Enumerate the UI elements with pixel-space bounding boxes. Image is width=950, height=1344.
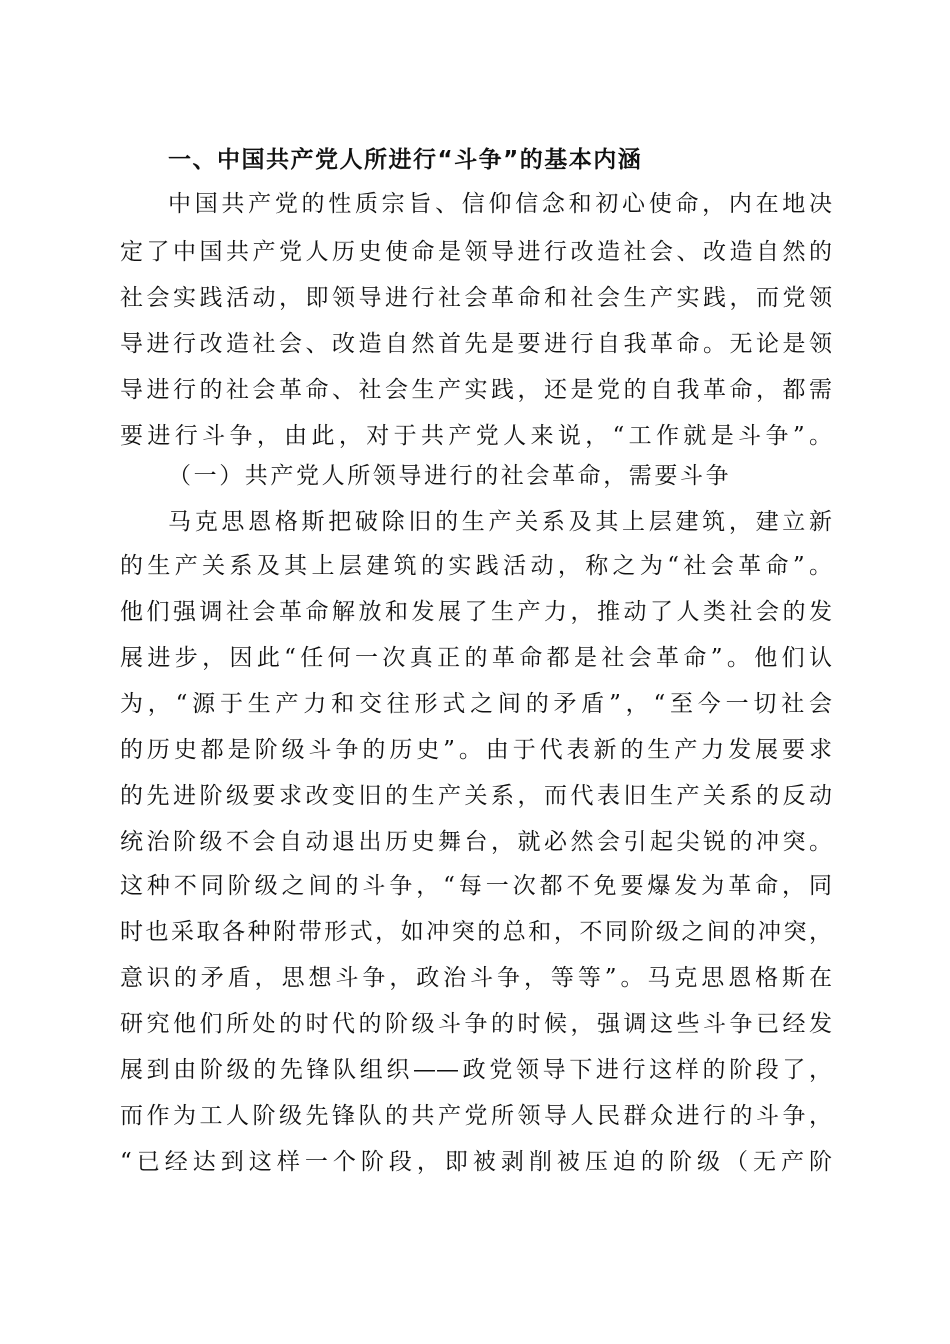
- paragraph-line: 展进步，因此“任何一次真正的革命都是社会革命”。他们认: [120, 645, 832, 671]
- paragraph-line: 统治阶级不会自动退出历史舞台，就必然会引起尖锐的冲突。: [120, 829, 832, 855]
- paragraph-line: 研究他们所处的时代的阶级斗争的时候，强调这些斗争已经发: [120, 1011, 832, 1037]
- section-heading: 一、中国共产党人所进行“斗争”的基本内涵: [168, 147, 643, 173]
- paragraph-line: 导进行改造社会、改造自然首先是要进行自我革命。无论是领: [120, 331, 832, 357]
- paragraph-line: 导进行的社会革命、社会生产实践，还是党的自我革命，都需: [120, 377, 832, 403]
- paragraph-line: 马克思恩格斯把破除旧的生产关系及其上层建筑，建立新: [168, 509, 832, 535]
- paragraph-line: 为，“源于生产力和交往形式之间的矛盾”，“至今一切社会: [120, 691, 832, 717]
- paragraph-line: 定了中国共产党人历史使命是领导进行改造社会、改造自然的: [120, 239, 832, 265]
- paragraph-line: 意识的矛盾，思想斗争，政治斗争，等等”。马克思恩格斯在: [120, 965, 832, 991]
- subsection-heading: （一）共产党人所领导进行的社会革命，需要斗争: [168, 463, 732, 489]
- paragraph-line: 而作为工人阶级先锋队的共产党所领导人民群众进行的斗争，: [120, 1103, 832, 1129]
- paragraph-line: 社会实践活动，即领导进行社会革命和社会生产实践，而党领: [120, 285, 832, 311]
- paragraph-line: 中国共产党的性质宗旨、信仰信念和初心使命，内在地决: [168, 191, 832, 217]
- paragraph-line: 的先进阶级要求改变旧的生产关系，而代表旧生产关系的反动: [120, 783, 832, 809]
- paragraph-line: 的生产关系及其上层建筑的实践活动，称之为“社会革命”。: [120, 553, 832, 579]
- paragraph-line: 时也采取各种附带形式，如冲突的总和，不同阶级之间的冲突，: [120, 919, 832, 945]
- paragraph-line: 这种不同阶级之间的斗争，“每一次都不免要爆发为革命，同: [120, 873, 832, 899]
- paragraph-line: 的历史都是阶级斗争的历史”。由于代表新的生产力发展要求: [120, 737, 832, 763]
- paragraph-line: 他们强调社会革命解放和发展了生产力，推动了人类社会的发: [120, 599, 832, 625]
- paragraph-line: 要进行斗争，由此，对于共产党人来说，“工作就是斗争”。: [120, 423, 832, 449]
- paragraph-line: 展到由阶级的先锋队组织——政党领导下进行这样的阶段了，: [120, 1057, 832, 1083]
- paragraph-line: “已经达到这样一个阶段，即被剥削被压迫的阶级（无产阶: [120, 1149, 832, 1175]
